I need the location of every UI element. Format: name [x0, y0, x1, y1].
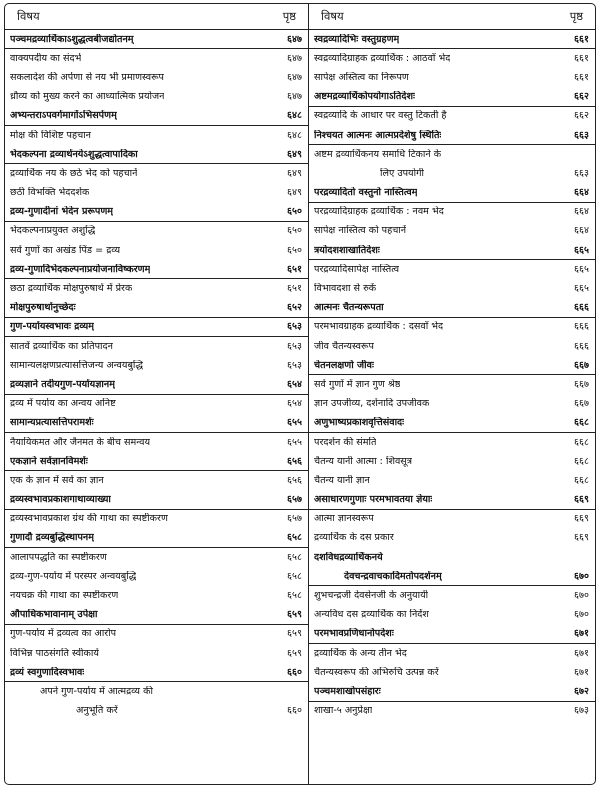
entry-title: पञ्चमद्रव्यार्थिकाऽशुद्धत्वबीजद्योतनम् [10, 33, 134, 45]
entry-title: शुभचन्द्रजी देवसेनजी के अनुयायी [314, 590, 429, 602]
entry-title: आलापपद्धति का स्पष्टीकरण [10, 551, 107, 563]
index-subentry [309, 395, 595, 414]
entry-title: सर्व गुणों में ज्ञान गुण श्रेष्ठ [314, 378, 401, 390]
entry-title: अभ्यन्तराऽपवर्गमार्गोऽभिसर्पणम् [10, 110, 117, 122]
entry-page-number: ६५५ [287, 436, 302, 448]
entry-title: निश्चयत आत्मनः आत्मप्रदेशेषु स्थितिः [314, 129, 442, 141]
entry-page-number: ६६२ [574, 110, 589, 122]
index-subentry [5, 586, 308, 605]
entry-title: अपने गुण-पर्याय में आत्मद्रव्य की [40, 685, 153, 697]
entry-title: चैतन्यस्वरूप की अभिरुचि उत्पन्न करें [314, 666, 439, 678]
index-subentry [5, 567, 308, 586]
entry-page-number: ६६८ [574, 455, 589, 467]
index-subentry [5, 471, 308, 490]
entry-page-number: ६५० [287, 206, 302, 218]
entry-page-number: ६७१ [574, 666, 589, 678]
entry-page-number: ६५१ [287, 263, 302, 275]
left-column-header [5, 4, 308, 30]
entry-title: विभिन्न पाठसंगति स्वीकार्य [10, 647, 99, 659]
index-heading-entry [5, 318, 308, 337]
entry-title: आत्मनः चैतन्यरूपता [314, 302, 384, 314]
left-column [5, 4, 309, 784]
entry-title: गुण-पर्याय में द्रव्यत्व का आरोप [10, 628, 117, 640]
index-heading-entry [309, 682, 595, 701]
entry-title: सातवें द्रव्यार्थिक का प्रतिपादन [10, 340, 113, 352]
entry-page-number: ६४७ [287, 33, 302, 45]
index-subentry [309, 375, 595, 394]
index-heading-entry [309, 30, 595, 49]
index-subentry [309, 606, 595, 625]
entry-page-number: ६६१ [574, 33, 589, 45]
index-heading-entry [309, 299, 595, 318]
index-heading-entry [5, 414, 308, 433]
entry-title: द्रव्य-गुण-पर्याय में परस्पर अन्वयबुद्धि [10, 570, 137, 582]
index-subentry [5, 49, 308, 68]
entry-page-number: ६६९ [574, 532, 589, 544]
entry-title: औपाधिकभावानाम् उपेक्षा [10, 609, 98, 621]
entry-page-number: ६५४ [287, 398, 302, 410]
index-table [4, 3, 596, 785]
index-heading-entry [5, 299, 308, 318]
entry-page-number: ६५८ [287, 570, 302, 582]
index-heading-entry [5, 663, 308, 682]
entry-page-number: ६६९ [574, 513, 589, 525]
entry-page-number: ६६१ [574, 52, 589, 64]
index-heading-entry [5, 107, 308, 126]
entry-title: अनुभूति करें [76, 705, 118, 717]
entry-page-number: ६६२ [574, 91, 589, 103]
index-subentry [5, 702, 308, 721]
index-heading-entry [5, 491, 308, 510]
entry-page-number: ६५२ [287, 302, 302, 314]
entry-title: लिए उपयोगी [380, 167, 424, 179]
entry-title: सर्व गुणों का अखंड पिंड = द्रव्य [10, 244, 121, 256]
index-heading-entry [309, 88, 595, 107]
entry-title: गुणादौ द्रव्यबुद्धिस्थापनम् [10, 532, 94, 544]
entry-title: आत्मा ज्ञानस्वरूप [314, 513, 374, 525]
entry-title: परमभावप्रणिधानोपदेशः [314, 628, 394, 640]
index-subentry [5, 433, 308, 452]
index-heading-entry [309, 567, 595, 586]
index-subentry [309, 164, 595, 183]
entry-title: एक के ज्ञान में सर्व का ज्ञान [10, 474, 104, 486]
index-subentry [5, 625, 308, 644]
index-heading-entry [309, 126, 595, 145]
entry-title: अष्टम द्रव्यार्थिकनय समाधि टिकाने के [314, 148, 442, 160]
entry-page-number: ६५७ [287, 494, 302, 506]
entry-page-number: ६७० [574, 609, 589, 621]
index-subentry [5, 164, 308, 183]
entry-page-number: ६५५ [287, 417, 302, 429]
right-entry-list [309, 30, 595, 721]
entry-page-number: ६७२ [574, 685, 589, 697]
index-subentry [5, 222, 308, 241]
entry-page-number: ६४७ [287, 71, 302, 83]
index-subentry [309, 222, 595, 241]
entry-title: स्वद्रव्यादि के आधार पर वस्तु टिकती है [314, 110, 447, 122]
entry-title: सापेक्ष अस्तित्व का निरूपण [314, 71, 409, 83]
index-subentry [5, 279, 308, 298]
entry-title: ध्रौव्य को मुख्य करने का आध्यात्मिक प्रयोजन [10, 91, 165, 103]
entry-title: गुण-पर्यायस्वभावः द्रव्यम् [10, 321, 94, 333]
entry-title: शाखा-५ अनुप्रेक्षा [314, 705, 373, 717]
entry-page-number: ६६७ [574, 378, 589, 390]
entry-page-number: ६४९ [287, 148, 302, 160]
entry-page-number: ६५० [287, 225, 302, 237]
left-page-heading: पृष्ठ [282, 9, 296, 23]
entry-title: स्वद्रव्यादिभिः वस्तुग्रहणम् [314, 33, 400, 45]
index-heading-entry [309, 548, 595, 567]
entry-title: स्वद्रव्यादिग्राहक द्रव्यार्थिक : आठवाँ भेद [314, 52, 451, 64]
index-heading-entry [309, 491, 595, 510]
entry-title: भेदकल्पना द्रव्यार्थनयेऽशुद्धत्वापादिका [10, 148, 138, 160]
entry-page-number: ६५० [287, 244, 302, 256]
index-subentry [5, 68, 308, 87]
index-subentry [309, 203, 595, 222]
index-subentry [309, 433, 595, 452]
entry-page-number: ६५३ [287, 359, 302, 371]
entry-page-number: ६६४ [574, 225, 589, 237]
entry-page-number: ६६१ [574, 71, 589, 83]
entry-title: सामान्यलक्षणप्रत्यासत्तिजन्य अन्वयबुद्धि [10, 359, 144, 371]
entry-page-number: ६७१ [574, 628, 589, 640]
index-heading-entry [5, 529, 308, 548]
index-subentry [309, 145, 595, 164]
index-heading-entry [5, 375, 308, 394]
entry-title: भेदकल्पनाप्रयुक्त अशुद्धि [10, 225, 96, 237]
index-heading-entry [309, 184, 595, 203]
entry-page-number: ६६४ [574, 187, 589, 199]
entry-title: नयचक्र की गाथा का स्पष्टीकरण [10, 590, 119, 602]
entry-title: द्रव्यं स्वगुणादिस्वभावः [10, 666, 85, 678]
right-page-heading: पृष्ठ [569, 9, 583, 23]
index-subentry [5, 241, 308, 260]
entry-title: द्रव्य-गुणादिभेदकल्पनाप्रयोजनाविष्करणम् [10, 263, 151, 275]
entry-page-number: ६६८ [574, 436, 589, 448]
entry-title: द्रव्यार्थिक के दस प्रकार [314, 532, 394, 544]
entry-page-number: ६५३ [287, 340, 302, 352]
index-subentry [309, 318, 595, 337]
right-column [309, 4, 595, 784]
index-subentry [309, 663, 595, 682]
index-subentry [5, 395, 308, 414]
entry-page-number: ६५१ [287, 283, 302, 295]
entry-page-number: ६६५ [574, 263, 589, 275]
index-subentry [309, 452, 595, 471]
entry-title: अन्यविध दस द्रव्यार्थिक का निर्देश [314, 609, 429, 621]
entry-page-number: ६५७ [287, 513, 302, 525]
entry-page-number: ६५९ [287, 609, 302, 621]
entry-title: सापेक्ष नास्तित्व को पहचानें [314, 225, 407, 237]
entry-title: देवचन्द्रवाचकादिमतोपदर्शनम् [344, 570, 442, 582]
index-subentry [5, 88, 308, 107]
entry-page-number: ६६५ [574, 283, 589, 295]
entry-title: मोक्ष की विशिष्ट पहचान [10, 129, 91, 141]
entry-title: विभावदशा से रुकें [314, 283, 377, 295]
index-subentry [309, 107, 595, 126]
entry-page-number: ६६३ [574, 129, 589, 141]
entry-title: जीव चैतन्यस्वरूप [314, 340, 374, 352]
entry-page-number: ६६६ [574, 302, 589, 314]
entry-title: द्रव्यार्थिक नय के छठे भेद को पहचानें [10, 167, 138, 179]
entry-page-number: ६७० [574, 570, 589, 582]
index-subentry [309, 337, 595, 356]
entry-page-number: ६५९ [287, 628, 302, 640]
index-heading-entry [5, 30, 308, 49]
entry-page-number: ६५४ [287, 378, 302, 390]
index-heading-entry [5, 260, 308, 279]
entry-page-number: ६४८ [287, 129, 302, 141]
index-heading-entry [5, 145, 308, 164]
entry-page-number: ६५९ [287, 647, 302, 659]
index-subentry [309, 510, 595, 529]
entry-title: परदर्शन की संमति [314, 436, 377, 448]
entry-title: अष्टमद्रव्यार्थिकोपयोगाऽतिदेशः [314, 91, 415, 103]
entry-title: द्रव्य-गुणादीनां भेदेन प्ररूपणम् [10, 206, 114, 218]
index-subentry [5, 337, 308, 356]
entry-page-number: ६६६ [574, 340, 589, 352]
entry-title: सकलादेश की अर्पणा से नय भी प्रमाणस्वरूप [10, 71, 165, 83]
entry-title: परद्रव्यादितो वस्तुनो नास्तित्वम् [314, 187, 418, 199]
entry-page-number: ६६८ [574, 417, 589, 429]
entry-title: ज्ञान उपजीव्य, दर्शनादि उपजीवक [314, 398, 430, 410]
index-subentry [309, 471, 595, 490]
entry-page-number: ६५८ [287, 551, 302, 563]
entry-page-number: ६५८ [287, 590, 302, 602]
index-subentry [309, 702, 595, 721]
entry-page-number: ६७० [574, 590, 589, 602]
entry-title: परद्रव्यादिग्राहक द्रव्यार्थिक : नवम भेद [314, 206, 444, 218]
entry-title: परमभावग्राहक द्रव्यार्थिक : दसवाँ भेद [314, 321, 444, 333]
entry-title: वाक्यपदीय का संदर्भ [10, 52, 82, 64]
index-subentry [5, 548, 308, 567]
entry-title: नैयायिकमत और जैनमत के बीच समन्वय [10, 436, 151, 448]
entry-title: त्रयोदशशाखातिदेशः [314, 244, 380, 256]
index-subentry [309, 49, 595, 68]
entry-page-number: ६४९ [287, 167, 302, 179]
entry-title: द्रव्य में पर्याय का अन्वय अनिष्ट [10, 398, 116, 410]
entry-title: असाधारणगुणाः परमभावतया ज्ञेयाः [314, 494, 433, 506]
entry-page-number: ६५३ [287, 321, 302, 333]
index-subentry [5, 184, 308, 203]
entry-title: चैतन्य यानी ज्ञान [314, 474, 370, 486]
entry-page-number: ६४७ [287, 91, 302, 103]
index-subentry [309, 586, 595, 605]
index-subentry [5, 644, 308, 663]
index-heading-entry [309, 241, 595, 260]
left-entry-list [5, 30, 308, 721]
entry-page-number: ६६७ [574, 398, 589, 410]
entry-title: पञ्चमशाखोपसंहारः [314, 685, 381, 697]
entry-title: परद्रव्यादिसापेक्ष नास्तित्व [314, 263, 400, 275]
entry-page-number: ६६७ [574, 359, 589, 371]
index-subentry [5, 126, 308, 145]
index-heading-entry [5, 452, 308, 471]
entry-title: छठा द्रव्यार्थिक मोक्षपुरुषार्थ में प्रेरक [10, 283, 133, 295]
entry-title: छठी विभक्ति भेददर्शक [10, 187, 90, 199]
entry-page-number: ६६३ [574, 167, 589, 179]
left-subject-heading: विषय [17, 9, 40, 23]
entry-page-number: ६६० [287, 705, 302, 717]
entry-title: अणुभाष्यप्रकाशवृत्तिसंवादः [314, 417, 405, 429]
index-subentry [5, 510, 308, 529]
entry-title: एकज्ञाने सर्वज्ञानविमर्शः [10, 455, 88, 467]
index-subentry [309, 279, 595, 298]
right-column-header [309, 4, 595, 30]
entry-page-number: ६४८ [287, 110, 302, 122]
index-subentry [5, 356, 308, 375]
index-heading-entry [5, 203, 308, 222]
index-subentry [5, 682, 308, 701]
entry-title: द्रव्यस्वभावप्रकाश ग्रंथ की गाथा का स्पष्टीकरण [10, 513, 168, 525]
index-heading-entry [309, 356, 595, 375]
entry-page-number: ६६६ [574, 321, 589, 333]
entry-title: द्रव्यज्ञाने तदीयगुण-पर्यायज्ञानम् [10, 378, 115, 390]
index-heading-entry [5, 606, 308, 625]
right-subject-heading: विषय [321, 9, 344, 23]
entry-page-number: ६६० [287, 666, 302, 678]
index-heading-entry [309, 414, 595, 433]
entry-page-number: ६६५ [574, 244, 589, 256]
entry-page-number: ६७३ [574, 705, 589, 717]
entry-title: दशविधद्रव्यार्थिकनये [314, 551, 383, 563]
entry-title: सामान्यप्रत्यासत्तिपरामर्शः [10, 417, 94, 429]
entry-title: मोक्षपुरुषार्थानुच्छेदः [10, 302, 76, 314]
entry-title: द्रव्यार्थिक के अन्य तीन भेद [314, 647, 407, 659]
entry-title: चेतनलक्षणो जीवः [314, 359, 374, 371]
entry-title: द्रव्यस्वभावप्रकाशगाथाव्याख्या [10, 494, 111, 506]
index-heading-entry [309, 625, 595, 644]
entry-page-number: ६४७ [287, 52, 302, 64]
entry-page-number: ६७१ [574, 647, 589, 659]
index-subentry [309, 644, 595, 663]
index-subentry [309, 68, 595, 87]
entry-page-number: ६६९ [574, 494, 589, 506]
index-subentry [309, 260, 595, 279]
entry-title: चैतन्य यानी आत्मा : शिवसूत्र [314, 455, 413, 467]
entry-page-number: ६६८ [574, 474, 589, 486]
index-subentry [309, 529, 595, 548]
entry-page-number: ६५६ [287, 455, 302, 467]
entry-page-number: ६६४ [574, 206, 589, 218]
entry-page-number: ६५६ [287, 474, 302, 486]
entry-page-number: ६५८ [287, 532, 302, 544]
entry-page-number: ६४९ [287, 187, 302, 199]
